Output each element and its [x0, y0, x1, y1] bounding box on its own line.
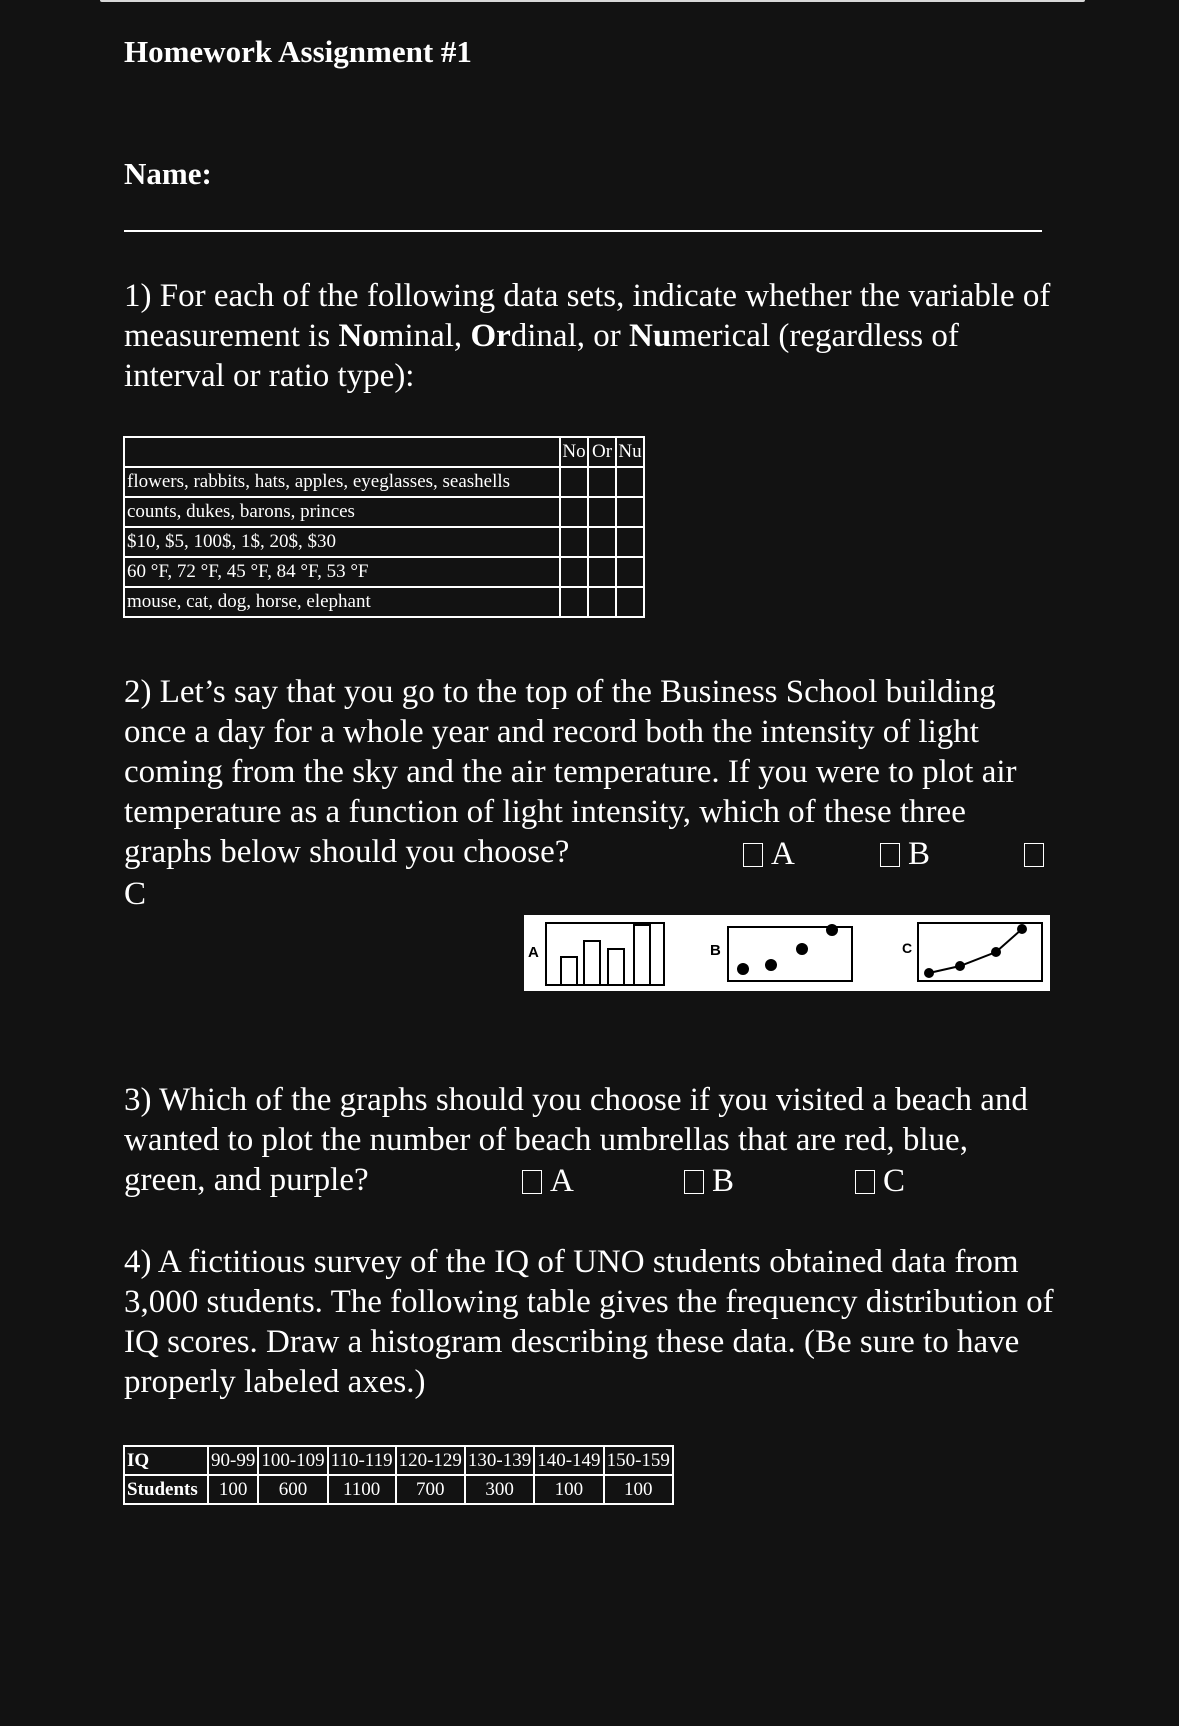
page-top-edge	[100, 0, 1085, 2]
question-3-text: 3) Which of the graphs should you choose if you visited a beach and wanted to plot the number of beach umbrellas that are red, blue, green, and purple?	[124, 1082, 1028, 1198]
table-row	[124, 557, 644, 587]
table-header-row	[124, 437, 644, 467]
graph-b-label: B	[710, 942, 721, 959]
q3-option-b[interactable]: B	[684, 1161, 734, 1201]
example-graphs	[524, 915, 1050, 991]
table-row	[124, 467, 644, 497]
table-row	[124, 587, 644, 617]
q2-option-a[interactable]: A	[743, 834, 795, 874]
iq-row-label: IQ	[124, 1446, 208, 1475]
question-4-text: 4) A fictitious survey of the IQ of UNO students obtained data from 3,000 students. The following table gives the frequency distribution of IQ scores. Draw a histogram describing these data. (Be sure to have properly labeled axes.)	[124, 1244, 1054, 1400]
graph-c-label: C	[902, 940, 913, 956]
q3-option-c[interactable]: C	[855, 1161, 905, 1201]
students-count-cell: 1100	[328, 1475, 396, 1504]
iq-range-cell: 140-149	[534, 1446, 603, 1475]
numerical-checkbox-cell[interactable]	[616, 467, 644, 497]
header-ordinal: Or	[588, 437, 616, 467]
numerical-checkbox-cell[interactable]	[616, 527, 644, 557]
ordinal-checkbox-cell[interactable]	[588, 467, 616, 497]
graph-a-bar	[608, 949, 624, 985]
checkbox-icon[interactable]	[855, 1170, 875, 1194]
graph-c-point	[955, 961, 965, 971]
students-count-cell: 100	[534, 1475, 603, 1504]
graph-a-bar	[584, 941, 600, 985]
ordinal-checkbox-cell[interactable]	[588, 497, 616, 527]
dataset-label: counts, dukes, barons, princes	[124, 497, 560, 527]
students-count-cell: 600	[258, 1475, 327, 1504]
q2-option-c-checkbox[interactable]	[1024, 834, 1052, 874]
students-count-cell: 100	[604, 1475, 673, 1504]
iq-range-cell: 130-139	[465, 1446, 534, 1475]
iq-range-cell: 120-129	[396, 1446, 465, 1475]
students-row-label: Students	[124, 1475, 208, 1504]
iq-range-cell: 110-119	[328, 1446, 396, 1475]
ordinal-checkbox-cell[interactable]	[588, 557, 616, 587]
example-graphs-panel	[524, 915, 1050, 991]
table-row	[124, 1475, 673, 1504]
page-title: Homework Assignment #1	[124, 34, 472, 69]
question-1-text: 1) For each of the following data sets, indicate whether the variable of measurement is Nominal, Ordinal, or Numerical (regardless of interval or ratio type):	[124, 278, 1051, 394]
checkbox-icon[interactable]	[743, 843, 763, 867]
graph-c-point	[1017, 924, 1027, 934]
graph-a-frame	[546, 923, 664, 985]
dataset-label: $10, $5, 100$, 1$, 20$, $30	[124, 527, 560, 557]
numerical-checkbox-cell[interactable]	[616, 587, 644, 617]
graph-a-bar	[634, 925, 650, 985]
checkbox-icon[interactable]	[522, 1170, 542, 1194]
name-input-line[interactable]	[124, 230, 1042, 232]
checkbox-icon[interactable]	[1024, 843, 1044, 867]
header-nominal: No	[560, 437, 588, 467]
graph-a-bar	[561, 957, 577, 985]
checkbox-icon[interactable]	[880, 843, 900, 867]
graph-c-line	[929, 929, 1022, 973]
graph-b-point	[765, 959, 777, 971]
iq-range-cell: 100-109	[258, 1446, 327, 1475]
iq-range-cell: 150-159	[604, 1446, 673, 1475]
iq-range-cell: 90-99	[208, 1446, 258, 1475]
numerical-checkbox-cell[interactable]	[616, 557, 644, 587]
header-numerical: Nu	[616, 437, 644, 467]
name-label: Name:	[124, 156, 212, 191]
graph-c-point	[924, 968, 934, 978]
nominal-checkbox-cell[interactable]	[560, 467, 588, 497]
graph-c-point	[991, 947, 1001, 957]
dataset-label: 60 °F, 72 °F, 45 °F, 84 °F, 53 °F	[124, 557, 560, 587]
graph-a-label: A	[528, 944, 539, 961]
q2-option-b[interactable]: B	[880, 834, 930, 874]
question-2-text: 2) Let’s say that you go to the top of the Business School building once a day for a whole year and record both the intensity of light coming from the sky and the air temperature. If you were to plot air temperature as a function of light intensity, which of these three graphs below should you choose?	[124, 674, 1017, 870]
graph-b-point	[796, 943, 808, 955]
table-row	[124, 1446, 673, 1475]
table-row	[124, 527, 644, 557]
nominal-checkbox-cell[interactable]	[560, 497, 588, 527]
graph-b-point	[737, 963, 749, 975]
q3-option-a[interactable]: A	[522, 1161, 574, 1201]
nominal-checkbox-cell[interactable]	[560, 527, 588, 557]
question-1-table	[123, 436, 645, 618]
dataset-label: mouse, cat, dog, horse, elephant	[124, 587, 560, 617]
checkbox-icon[interactable]	[684, 1170, 704, 1194]
iq-frequency-table	[123, 1445, 674, 1505]
graph-b-point	[826, 924, 838, 936]
nominal-checkbox-cell[interactable]	[560, 587, 588, 617]
students-count-cell: 300	[465, 1475, 534, 1504]
q2-option-c-label: C	[124, 876, 147, 912]
header-blank-cell	[124, 437, 560, 467]
ordinal-checkbox-cell[interactable]	[588, 587, 616, 617]
numerical-checkbox-cell[interactable]	[616, 497, 644, 527]
students-count-cell: 700	[396, 1475, 465, 1504]
students-count-cell: 100	[208, 1475, 258, 1504]
table-row	[124, 497, 644, 527]
dataset-label: flowers, rabbits, hats, apples, eyeglasses, seashells	[124, 467, 560, 497]
nominal-checkbox-cell[interactable]	[560, 557, 588, 587]
ordinal-checkbox-cell[interactable]	[588, 527, 616, 557]
